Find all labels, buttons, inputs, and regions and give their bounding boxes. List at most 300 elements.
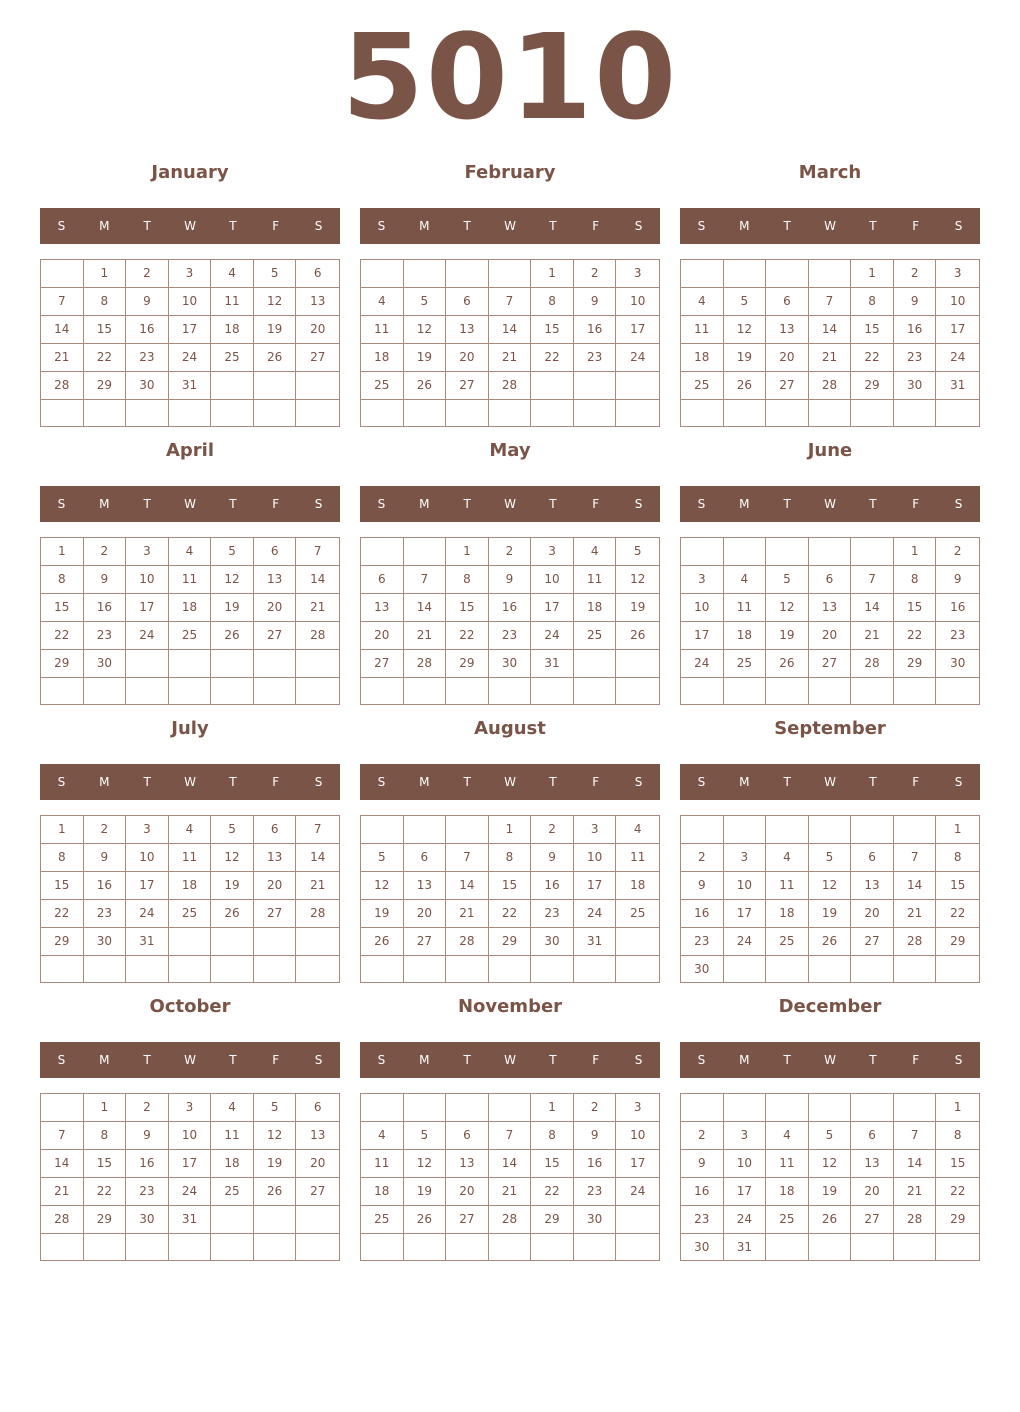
day-cell[interactable]: 20 [809,622,852,650]
day-cell[interactable]: 25 [211,344,254,372]
day-cell[interactable]: 30 [681,956,724,983]
day-cell[interactable] [809,956,852,983]
day-cell[interactable]: 23 [126,344,169,372]
day-cell[interactable]: 20 [851,900,894,928]
day-cell[interactable] [894,816,937,844]
day-cell[interactable]: 12 [361,872,404,900]
day-cell[interactable]: 24 [126,622,169,650]
day-cell[interactable]: 17 [169,316,212,344]
day-cell[interactable]: 17 [126,594,169,622]
day-cell[interactable] [616,650,659,678]
day-cell[interactable]: 24 [169,344,212,372]
day-cell[interactable]: 14 [809,316,852,344]
day-cell[interactable]: 20 [766,344,809,372]
day-cell[interactable]: 1 [531,1094,574,1122]
day-cell[interactable]: 15 [936,872,979,900]
day-cell[interactable]: 13 [851,872,894,900]
day-cell[interactable] [361,816,404,844]
day-cell[interactable]: 20 [254,872,297,900]
day-cell[interactable]: 3 [616,260,659,288]
day-cell[interactable]: 19 [254,1150,297,1178]
day-cell[interactable]: 19 [254,316,297,344]
day-cell[interactable] [724,260,767,288]
day-cell[interactable]: 6 [809,566,852,594]
day-cell[interactable]: 17 [126,872,169,900]
day-cell[interactable] [809,678,852,704]
day-cell[interactable] [446,400,489,426]
day-cell[interactable] [724,956,767,983]
day-cell[interactable]: 29 [446,650,489,678]
day-cell[interactable] [681,678,724,704]
day-cell[interactable]: 23 [126,1178,169,1206]
day-cell[interactable] [211,1206,254,1234]
day-cell[interactable]: 29 [84,1206,127,1234]
day-cell[interactable] [766,956,809,983]
day-cell[interactable] [126,400,169,426]
day-cell[interactable]: 29 [851,372,894,400]
day-cell[interactable] [766,538,809,566]
day-cell[interactable]: 24 [616,344,659,372]
day-cell[interactable] [489,1234,532,1260]
day-cell[interactable]: 5 [254,260,297,288]
day-cell[interactable] [211,650,254,678]
day-cell[interactable] [809,816,852,844]
day-cell[interactable]: 20 [254,594,297,622]
day-cell[interactable] [84,678,127,704]
day-cell[interactable]: 10 [724,1150,767,1178]
day-cell[interactable]: 3 [169,260,212,288]
day-cell[interactable]: 8 [851,288,894,316]
day-cell[interactable]: 25 [574,622,617,650]
day-cell[interactable]: 7 [296,816,339,844]
day-cell[interactable]: 18 [724,622,767,650]
day-cell[interactable] [851,1094,894,1122]
day-cell[interactable] [574,956,617,982]
day-cell[interactable]: 13 [296,1122,339,1150]
day-cell[interactable] [126,956,169,982]
day-cell[interactable]: 28 [296,622,339,650]
day-cell[interactable]: 15 [531,1150,574,1178]
day-cell[interactable] [446,816,489,844]
day-cell[interactable]: 21 [851,622,894,650]
day-cell[interactable]: 22 [446,622,489,650]
day-cell[interactable]: 14 [296,844,339,872]
day-cell[interactable]: 27 [404,928,447,956]
day-cell[interactable] [169,400,212,426]
day-cell[interactable]: 30 [681,1234,724,1261]
day-cell[interactable]: 3 [169,1094,212,1122]
day-cell[interactable]: 11 [681,316,724,344]
day-cell[interactable]: 18 [211,316,254,344]
day-cell[interactable] [404,538,447,566]
day-cell[interactable]: 11 [211,288,254,316]
day-cell[interactable]: 16 [894,316,937,344]
day-cell[interactable] [84,1234,127,1260]
day-cell[interactable]: 18 [766,900,809,928]
day-cell[interactable] [809,260,852,288]
day-cell[interactable]: 28 [41,1206,84,1234]
day-cell[interactable]: 1 [531,260,574,288]
day-cell[interactable] [894,400,937,426]
day-cell[interactable]: 7 [296,538,339,566]
day-cell[interactable]: 1 [41,538,84,566]
day-cell[interactable]: 7 [851,566,894,594]
day-cell[interactable] [616,1234,659,1260]
day-cell[interactable]: 9 [936,566,979,594]
day-cell[interactable]: 7 [489,288,532,316]
day-cell[interactable]: 12 [404,316,447,344]
day-cell[interactable] [211,1234,254,1260]
day-cell[interactable] [254,1234,297,1260]
day-cell[interactable]: 5 [361,844,404,872]
day-cell[interactable]: 12 [211,566,254,594]
day-cell[interactable] [41,1234,84,1260]
day-cell[interactable] [681,816,724,844]
day-cell[interactable]: 21 [296,872,339,900]
day-cell[interactable] [41,1094,84,1122]
day-cell[interactable]: 9 [126,1122,169,1150]
day-cell[interactable]: 30 [894,372,937,400]
day-cell[interactable] [361,678,404,704]
day-cell[interactable]: 28 [809,372,852,400]
day-cell[interactable]: 24 [616,1178,659,1206]
day-cell[interactable]: 21 [41,344,84,372]
day-cell[interactable]: 3 [681,566,724,594]
day-cell[interactable] [41,956,84,982]
day-cell[interactable] [211,678,254,704]
day-cell[interactable] [574,1234,617,1260]
day-cell[interactable]: 29 [936,1206,979,1234]
day-cell[interactable]: 28 [894,1206,937,1234]
day-cell[interactable] [894,1234,937,1261]
day-cell[interactable] [531,372,574,400]
day-cell[interactable]: 29 [489,928,532,956]
day-cell[interactable]: 10 [936,288,979,316]
day-cell[interactable]: 3 [126,816,169,844]
day-cell[interactable]: 17 [616,1150,659,1178]
day-cell[interactable]: 23 [489,622,532,650]
day-cell[interactable]: 14 [894,1150,937,1178]
day-cell[interactable]: 1 [936,1094,979,1122]
day-cell[interactable] [766,260,809,288]
day-cell[interactable]: 2 [894,260,937,288]
day-cell[interactable]: 11 [169,566,212,594]
day-cell[interactable]: 22 [41,622,84,650]
day-cell[interactable] [531,678,574,704]
day-cell[interactable]: 13 [766,316,809,344]
day-cell[interactable]: 13 [809,594,852,622]
day-cell[interactable]: 3 [531,538,574,566]
day-cell[interactable] [41,678,84,704]
day-cell[interactable]: 26 [724,372,767,400]
day-cell[interactable]: 6 [254,816,297,844]
day-cell[interactable]: 19 [404,1178,447,1206]
day-cell[interactable]: 10 [531,566,574,594]
day-cell[interactable]: 27 [446,372,489,400]
day-cell[interactable] [724,538,767,566]
day-cell[interactable]: 26 [211,622,254,650]
day-cell[interactable] [446,1234,489,1260]
day-cell[interactable] [531,1234,574,1260]
day-cell[interactable] [574,372,617,400]
day-cell[interactable]: 24 [126,900,169,928]
day-cell[interactable]: 19 [809,1178,852,1206]
day-cell[interactable]: 27 [296,344,339,372]
day-cell[interactable]: 22 [531,1178,574,1206]
day-cell[interactable] [489,1094,532,1122]
day-cell[interactable]: 24 [724,928,767,956]
day-cell[interactable]: 20 [851,1178,894,1206]
day-cell[interactable]: 11 [169,844,212,872]
day-cell[interactable]: 2 [936,538,979,566]
day-cell[interactable]: 25 [766,1206,809,1234]
day-cell[interactable]: 16 [681,1178,724,1206]
day-cell[interactable] [616,678,659,704]
day-cell[interactable]: 21 [296,594,339,622]
day-cell[interactable] [211,928,254,956]
day-cell[interactable]: 12 [254,1122,297,1150]
day-cell[interactable]: 7 [894,844,937,872]
day-cell[interactable]: 25 [766,928,809,956]
day-cell[interactable]: 25 [169,622,212,650]
day-cell[interactable]: 6 [851,844,894,872]
day-cell[interactable]: 21 [489,1178,532,1206]
day-cell[interactable] [169,956,212,982]
day-cell[interactable] [361,956,404,982]
day-cell[interactable] [361,260,404,288]
day-cell[interactable] [724,1094,767,1122]
day-cell[interactable]: 30 [126,372,169,400]
day-cell[interactable]: 12 [404,1150,447,1178]
day-cell[interactable] [254,928,297,956]
day-cell[interactable]: 13 [851,1150,894,1178]
day-cell[interactable] [126,678,169,704]
day-cell[interactable]: 20 [296,1150,339,1178]
day-cell[interactable]: 25 [169,900,212,928]
day-cell[interactable]: 26 [809,928,852,956]
day-cell[interactable]: 21 [809,344,852,372]
day-cell[interactable]: 5 [404,288,447,316]
day-cell[interactable]: 10 [126,566,169,594]
day-cell[interactable] [361,538,404,566]
day-cell[interactable]: 10 [681,594,724,622]
day-cell[interactable]: 22 [851,344,894,372]
day-cell[interactable]: 27 [361,650,404,678]
day-cell[interactable] [766,678,809,704]
day-cell[interactable] [851,956,894,983]
day-cell[interactable]: 17 [169,1150,212,1178]
day-cell[interactable]: 10 [616,1122,659,1150]
day-cell[interactable]: 29 [41,650,84,678]
day-cell[interactable]: 9 [574,1122,617,1150]
day-cell[interactable]: 25 [616,900,659,928]
day-cell[interactable]: 20 [446,1178,489,1206]
day-cell[interactable]: 29 [936,928,979,956]
day-cell[interactable]: 12 [254,288,297,316]
day-cell[interactable]: 17 [574,872,617,900]
day-cell[interactable]: 25 [681,372,724,400]
day-cell[interactable]: 28 [489,1206,532,1234]
day-cell[interactable]: 14 [446,872,489,900]
day-cell[interactable] [616,372,659,400]
day-cell[interactable]: 23 [681,1206,724,1234]
day-cell[interactable]: 24 [724,1206,767,1234]
day-cell[interactable]: 14 [41,1150,84,1178]
day-cell[interactable]: 30 [489,650,532,678]
day-cell[interactable]: 14 [851,594,894,622]
day-cell[interactable] [84,956,127,982]
day-cell[interactable] [531,400,574,426]
day-cell[interactable]: 1 [84,260,127,288]
day-cell[interactable]: 15 [41,594,84,622]
day-cell[interactable] [169,1234,212,1260]
day-cell[interactable]: 26 [809,1206,852,1234]
day-cell[interactable]: 28 [41,372,84,400]
day-cell[interactable] [296,650,339,678]
day-cell[interactable]: 5 [766,566,809,594]
day-cell[interactable]: 23 [936,622,979,650]
day-cell[interactable]: 9 [84,844,127,872]
day-cell[interactable]: 12 [809,872,852,900]
day-cell[interactable] [766,400,809,426]
day-cell[interactable]: 14 [296,566,339,594]
day-cell[interactable]: 30 [936,650,979,678]
day-cell[interactable]: 3 [616,1094,659,1122]
day-cell[interactable]: 15 [84,1150,127,1178]
day-cell[interactable]: 6 [766,288,809,316]
day-cell[interactable] [126,1234,169,1260]
day-cell[interactable]: 9 [126,288,169,316]
day-cell[interactable]: 11 [616,844,659,872]
day-cell[interactable]: 16 [489,594,532,622]
day-cell[interactable]: 11 [766,872,809,900]
day-cell[interactable]: 19 [211,594,254,622]
day-cell[interactable]: 2 [531,816,574,844]
day-cell[interactable] [616,1206,659,1234]
day-cell[interactable]: 27 [254,622,297,650]
day-cell[interactable]: 11 [724,594,767,622]
day-cell[interactable]: 7 [446,844,489,872]
day-cell[interactable]: 4 [361,1122,404,1150]
day-cell[interactable]: 12 [724,316,767,344]
day-cell[interactable]: 2 [489,538,532,566]
day-cell[interactable] [361,400,404,426]
day-cell[interactable] [404,1094,447,1122]
day-cell[interactable] [894,678,937,704]
day-cell[interactable]: 5 [616,538,659,566]
day-cell[interactable]: 3 [724,844,767,872]
day-cell[interactable]: 29 [894,650,937,678]
day-cell[interactable]: 21 [894,900,937,928]
day-cell[interactable] [446,1094,489,1122]
day-cell[interactable]: 23 [84,900,127,928]
day-cell[interactable]: 26 [404,1206,447,1234]
day-cell[interactable]: 2 [126,260,169,288]
day-cell[interactable]: 14 [894,872,937,900]
day-cell[interactable]: 11 [574,566,617,594]
day-cell[interactable]: 7 [894,1122,937,1150]
day-cell[interactable]: 27 [809,650,852,678]
day-cell[interactable]: 24 [169,1178,212,1206]
day-cell[interactable]: 8 [84,1122,127,1150]
day-cell[interactable]: 16 [681,900,724,928]
day-cell[interactable]: 13 [446,316,489,344]
day-cell[interactable] [851,400,894,426]
day-cell[interactable]: 15 [531,316,574,344]
day-cell[interactable]: 26 [254,344,297,372]
day-cell[interactable]: 1 [936,816,979,844]
day-cell[interactable]: 15 [489,872,532,900]
day-cell[interactable]: 19 [616,594,659,622]
day-cell[interactable]: 4 [681,288,724,316]
day-cell[interactable]: 8 [936,844,979,872]
day-cell[interactable]: 3 [936,260,979,288]
day-cell[interactable]: 7 [404,566,447,594]
day-cell[interactable]: 2 [126,1094,169,1122]
day-cell[interactable]: 6 [296,260,339,288]
day-cell[interactable] [809,1234,852,1261]
day-cell[interactable] [766,1094,809,1122]
day-cell[interactable]: 1 [489,816,532,844]
day-cell[interactable]: 1 [84,1094,127,1122]
day-cell[interactable] [894,956,937,983]
day-cell[interactable]: 1 [894,538,937,566]
day-cell[interactable]: 23 [894,344,937,372]
day-cell[interactable]: 15 [894,594,937,622]
day-cell[interactable]: 20 [446,344,489,372]
day-cell[interactable]: 22 [489,900,532,928]
day-cell[interactable] [851,816,894,844]
day-cell[interactable]: 8 [446,566,489,594]
day-cell[interactable] [616,400,659,426]
day-cell[interactable] [936,400,979,426]
day-cell[interactable]: 10 [126,844,169,872]
day-cell[interactable]: 10 [169,1122,212,1150]
day-cell[interactable]: 8 [531,288,574,316]
day-cell[interactable]: 21 [41,1178,84,1206]
day-cell[interactable] [574,678,617,704]
day-cell[interactable]: 24 [936,344,979,372]
day-cell[interactable] [489,678,532,704]
day-cell[interactable]: 18 [681,344,724,372]
day-cell[interactable]: 19 [361,900,404,928]
day-cell[interactable]: 18 [361,344,404,372]
day-cell[interactable]: 6 [404,844,447,872]
day-cell[interactable]: 15 [851,316,894,344]
day-cell[interactable]: 24 [681,650,724,678]
day-cell[interactable] [169,678,212,704]
day-cell[interactable]: 10 [616,288,659,316]
day-cell[interactable] [296,678,339,704]
day-cell[interactable]: 2 [681,844,724,872]
day-cell[interactable] [296,1234,339,1260]
day-cell[interactable]: 10 [574,844,617,872]
day-cell[interactable] [489,260,532,288]
day-cell[interactable]: 13 [254,844,297,872]
day-cell[interactable] [404,816,447,844]
day-cell[interactable]: 28 [404,650,447,678]
day-cell[interactable] [724,400,767,426]
day-cell[interactable] [41,260,84,288]
day-cell[interactable]: 16 [126,316,169,344]
day-cell[interactable]: 15 [936,1150,979,1178]
day-cell[interactable] [404,260,447,288]
day-cell[interactable] [446,956,489,982]
day-cell[interactable]: 4 [724,566,767,594]
day-cell[interactable]: 12 [766,594,809,622]
day-cell[interactable]: 4 [169,816,212,844]
day-cell[interactable]: 8 [41,566,84,594]
